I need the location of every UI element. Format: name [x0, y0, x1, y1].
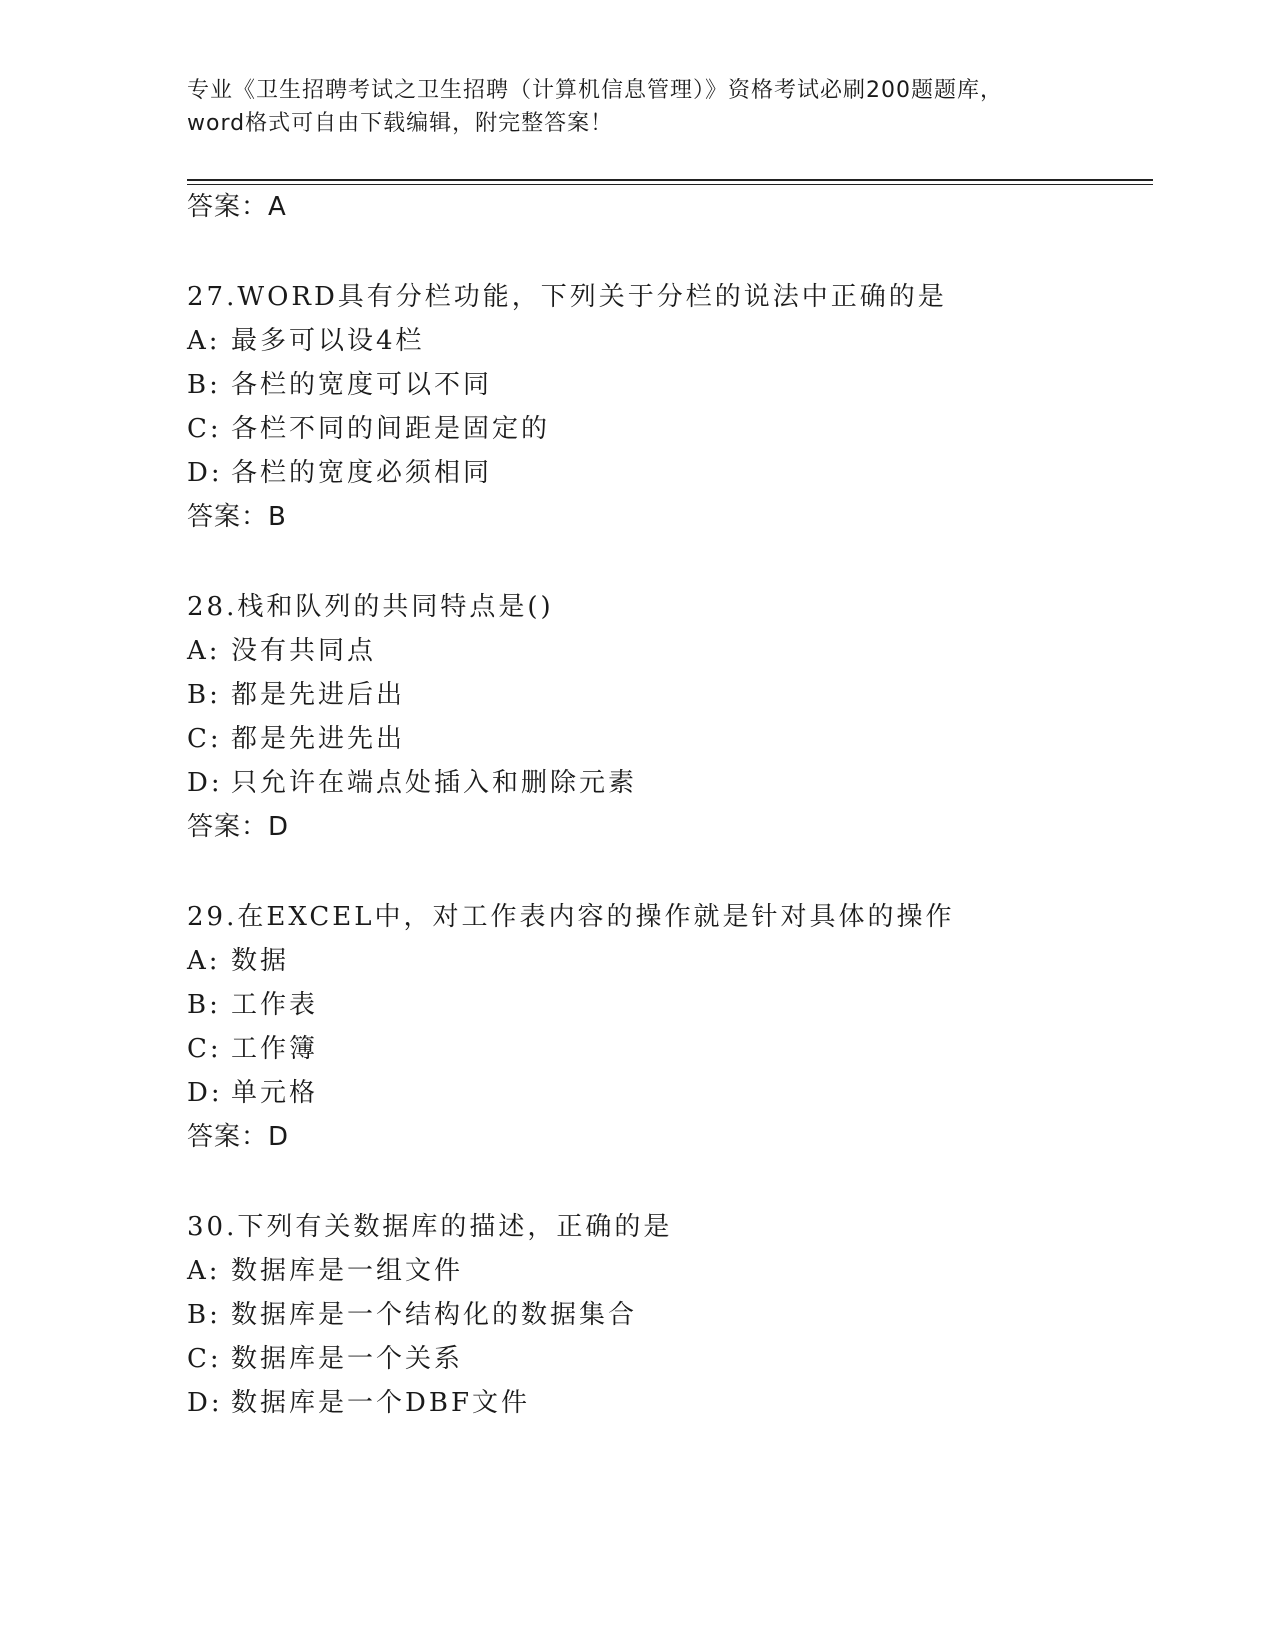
answer-line: [187, 190, 287, 224]
header-divider: [187, 179, 1153, 181]
answer-value: D: [268, 812, 290, 842]
option-letter: D:: [187, 458, 223, 488]
answer-line: [187, 500, 287, 534]
option-letter: C:: [187, 724, 222, 754]
option-text: 最多可以设4栏: [231, 326, 425, 356]
option-letter: A:: [187, 636, 221, 666]
header-line-2: word格式可自由下载编辑，附完整答案！: [187, 111, 614, 136]
option-text: 各栏不同的间距是固定的: [231, 414, 551, 444]
option-text: 各栏的宽度可以不同: [231, 370, 493, 400]
option-letter: D:: [187, 1078, 223, 1108]
answer-label: 答案：: [187, 192, 269, 222]
question-option: [187, 944, 289, 978]
question-stem: 27.WORD具有分栏功能，下列关于分栏的说法中正确的是: [187, 282, 947, 312]
question-option: [187, 1254, 463, 1288]
option-text: 都是先进先出: [231, 724, 406, 754]
option-text: 工作表: [231, 990, 319, 1020]
header-divider-thin: [187, 184, 1153, 185]
option-letter: B:: [187, 990, 221, 1020]
answer-value: A: [268, 192, 287, 222]
question-option: [187, 412, 550, 446]
question-option: [187, 456, 492, 490]
option-letter: C:: [187, 1034, 222, 1064]
option-text: 数据库是一个结构化的数据集合: [231, 1300, 638, 1330]
question-option: [187, 722, 405, 756]
question-option: [187, 324, 425, 358]
answer-label: 答案：: [187, 812, 269, 842]
answer-line: [187, 1120, 289, 1154]
question-option: [187, 634, 376, 668]
option-text: 都是先进后出: [231, 680, 406, 710]
option-letter: B:: [187, 1300, 221, 1330]
option-letter: B:: [187, 680, 221, 710]
answer-label: 答案：: [187, 1122, 269, 1152]
option-text: 数据: [231, 946, 290, 976]
answer-line: [187, 810, 289, 844]
answer-label: 答案：: [187, 502, 269, 532]
question-stem: 30.下列有关数据库的描述，正确的是: [187, 1212, 673, 1242]
option-text: 没有共同点: [231, 636, 377, 666]
option-text: 单元格: [231, 1078, 319, 1108]
question-stem: 29.在EXCEL中，对工作表内容的操作就是针对具体的操作: [187, 902, 955, 932]
answer-value: D: [268, 1122, 290, 1152]
question-option: [187, 1386, 530, 1420]
question-option: [187, 368, 492, 402]
question-option: [187, 1076, 318, 1110]
option-letter: D:: [187, 768, 223, 798]
option-text: 工作簿: [231, 1034, 319, 1064]
option-letter: C:: [187, 1344, 222, 1374]
option-text: 数据库是一个关系: [231, 1344, 464, 1374]
option-letter: A:: [187, 946, 221, 976]
header-line-1: 专业《卫生招聘考试之卫生招聘（计算机信息管理）》资格考试必刷200题题库，: [187, 78, 1003, 103]
option-letter: A:: [187, 1256, 221, 1286]
option-letter: D:: [187, 1388, 223, 1418]
option-text: 只允许在端点处插入和删除元素: [231, 768, 638, 798]
question-option: [187, 1298, 637, 1332]
question-option: [187, 1342, 463, 1376]
option-letter: B:: [187, 370, 221, 400]
option-letter: A:: [187, 326, 221, 356]
question-option: [187, 678, 405, 712]
option-text: 数据库是一组文件: [231, 1256, 464, 1286]
question-option: [187, 1032, 318, 1066]
document-header: [187, 74, 1117, 140]
answer-value: B: [268, 502, 287, 532]
option-text: 数据库是一个DBF文件: [231, 1388, 530, 1418]
option-text: 各栏的宽度必须相同: [231, 458, 493, 488]
question-option: [187, 988, 318, 1022]
question-stem: 28.栈和队列的共同特点是(): [187, 592, 554, 622]
question-option: [187, 766, 637, 800]
option-letter: C:: [187, 414, 222, 444]
